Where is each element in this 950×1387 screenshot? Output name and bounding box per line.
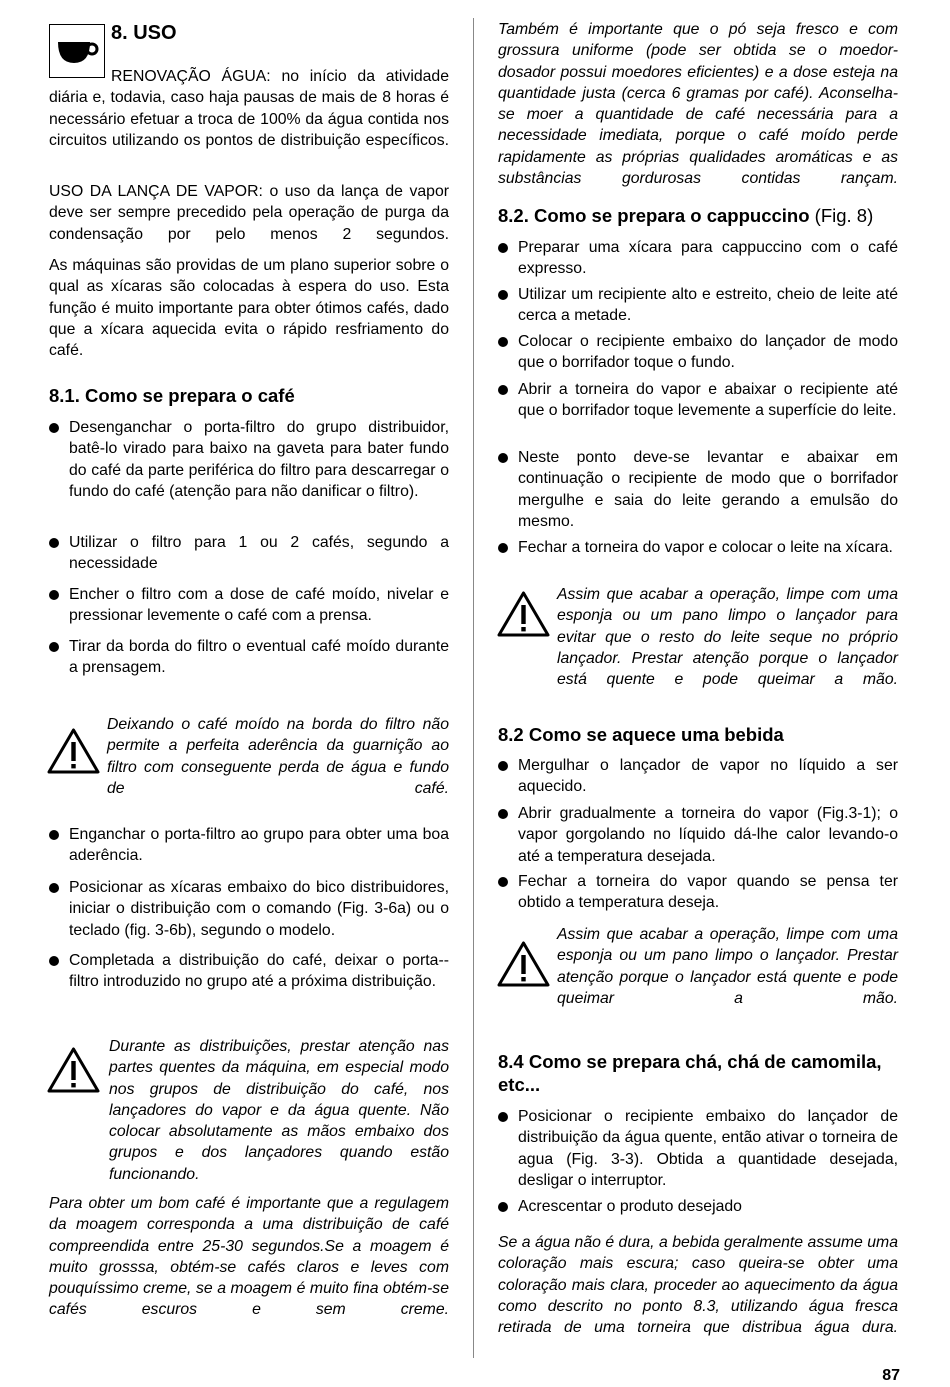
bullet-icon — [49, 590, 59, 600]
bullet-icon — [49, 883, 59, 893]
water-renewal-paragraph: RENOVAÇÃO ÁGUA: no início da atividade diária e, todavia, caso haja pausas de mais de 8 horas é necessário efetuar a troca de 100% da água contida nos circuitos utilizando os pontos de distribuição específicos. — [49, 68, 449, 149]
bullet-icon — [498, 453, 508, 463]
bullet-icon — [498, 243, 508, 253]
bullet-icon — [498, 290, 508, 300]
warning-filter-edge: Deixando o café moído na borda do filtro não permite a perfeita aderência da guarnição ao filtro com conseguente perda de água e fundo de café. — [107, 716, 449, 797]
column-divider — [473, 18, 474, 1358]
bullet-icon — [498, 1112, 508, 1122]
powder-note-paragraph: Também é importante que o pó seja fresco e com grossura uniforme (pode ser obtida se o moedor-dosador possui moedores eficientes) e a dose esteja na quantidade justa (cerca 6 gramas por café). Aconselha-se moer a quantidade de café necessária para a necessidade imediata, porque o café moído perde rapidamente as próprias qualidades aromáticas e as substâncias gordurosas contidas rançam. — [498, 21, 898, 188]
warning-icon — [496, 590, 551, 638]
page-number: 87 — [882, 1367, 900, 1384]
bullet-icon — [498, 877, 508, 887]
bullet-icon — [498, 543, 508, 553]
section-82-title-text: 8.2. Como se prepara o cappuccino — [498, 205, 810, 226]
bullet-icon — [49, 423, 59, 433]
bullet-icon — [49, 830, 59, 840]
bullet-icon — [498, 1202, 508, 1212]
steam-wand-paragraph: USO DA LANÇA DE VAPOR: o uso da lança de vapor deve ser sempre precedido pela operação de purga da condensação por pelo menos 2 segundos. — [49, 183, 449, 243]
bullet-icon — [498, 385, 508, 395]
bullet-icon — [49, 538, 59, 548]
section-82-fig-ref: (Fig. 8) — [814, 205, 874, 226]
warning-icon — [496, 940, 551, 988]
warning-icon — [46, 727, 101, 775]
section-84-title: 8.4 Como se prepara chá, chá de camomila, etc... — [498, 1051, 882, 1095]
warning-clean-wand: Assim que acabar a operação, limpe com uma esponja ou um pano limpo o lançador para evitar que o resto do leite seque no próprio lançador. Prestar atenção porque o lançador está quente e pode queimar a mão. — [557, 586, 898, 689]
warning-clean-wand-2: Assim que acabar a operação, limpe com uma esponja ou um pano limpo o lançador. Prestar atenção porque o lançador está quente e pode queimar a mão. — [557, 926, 898, 1007]
warning-icon — [46, 1046, 101, 1094]
section-8-title: 8. USO — [111, 22, 177, 44]
warning-hot-parts: Durante as distribuições, prestar atenção nas partes quentes da máquina, em especial modo nos grupos de distribuição do café, nos lançadores do vapor e da água quente. Não colocar absolutamente as mãos embaixo dos grupos e dos lançadores quando estão funcionando. — [109, 1038, 449, 1183]
bullet-icon — [498, 809, 508, 819]
bullet-icon — [49, 642, 59, 652]
section-83-title: 8.2 Como se aquece uma bebida — [498, 724, 784, 745]
bullet-icon — [498, 337, 508, 347]
bullet-icon — [498, 761, 508, 771]
grind-note-paragraph: Para obter um bom café é importante que a regulagem da moagem corresponda a uma distribuição de café compreendida entre 25-30 segundos.Se a moagem é muito grosssa, obtém-se cafés claros e leves com pouquíssimo creme, se a moagem é muito fina obtém-se cafés escuros e sem creme. — [49, 1195, 449, 1319]
cup-warmer-paragraph: As máquinas são providas de um plano superior sobre o qual as xícaras são colocadas à espera do uso. Esta função é muito importante para obter ótimos cafés, dado que a xícara aquecida evita o rápido resfriamento do café. — [49, 257, 449, 360]
bullet-icon — [49, 956, 59, 966]
water-hardness-note: Se a água não é dura, a bebida geralmente assume uma coloração mais escura; caso queira-se obter uma coloração mais clara, proceder ao aquecimento da água como descrito no ponto 8.3, utilizando água fresca retirada de uma torneira que distribua água dura. — [498, 1234, 898, 1337]
section-81-title: 8.1. Como se prepara o café — [49, 385, 295, 406]
section-82-title — [498, 204, 873, 227]
